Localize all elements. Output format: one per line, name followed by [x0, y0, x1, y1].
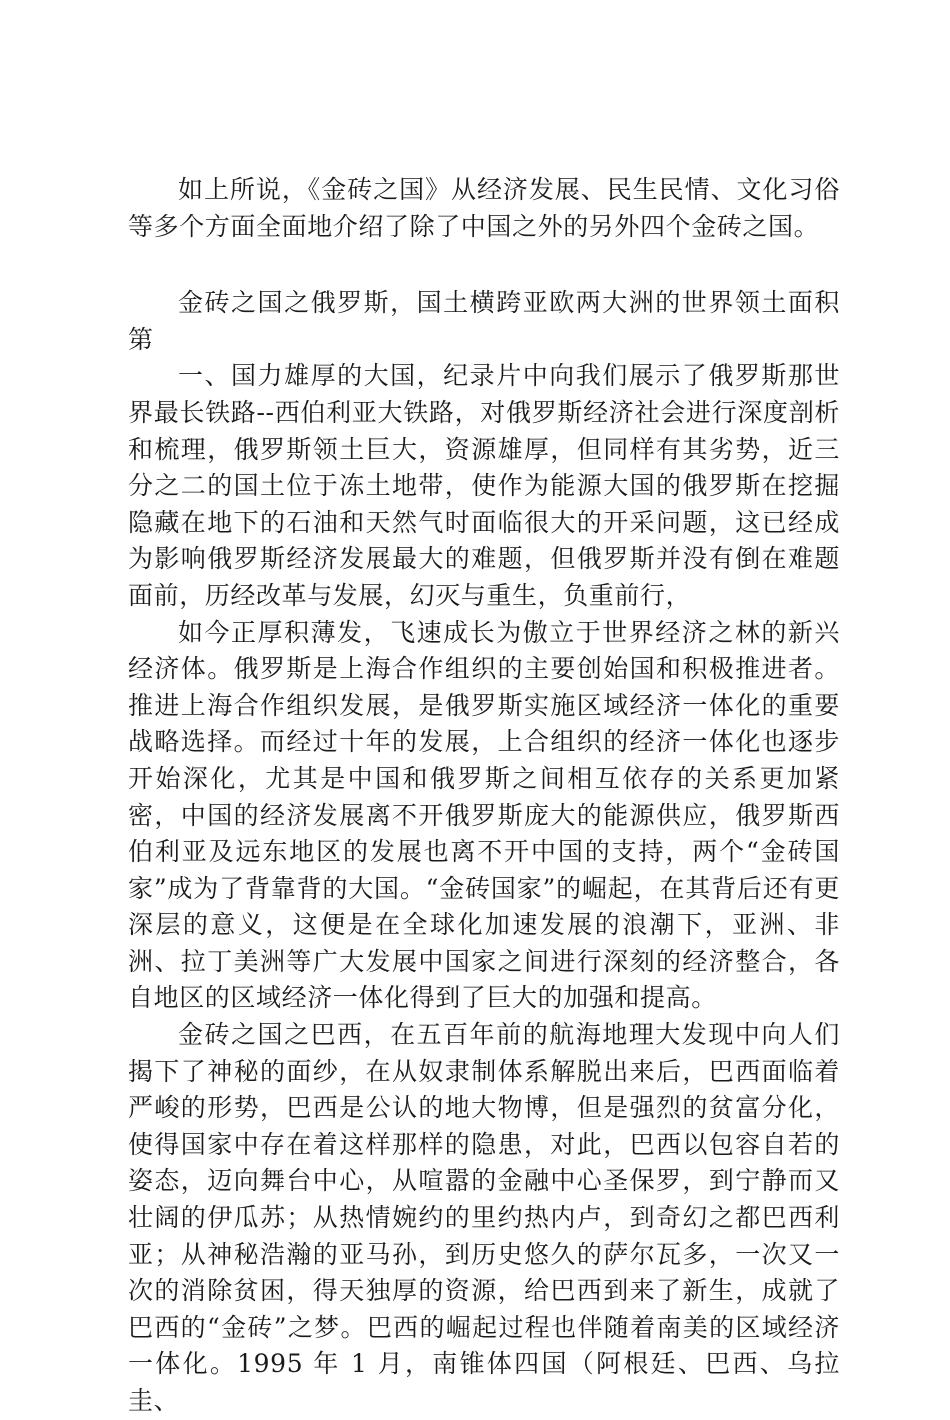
paragraph-russia-power: 一、国力雄厚的大国，纪录片中向我们展示了俄罗斯那世界最长铁路--西伯利亚大铁路，对俄罗斯经济社会进行深度剖析和梳理，俄罗斯领土巨大，资源雄厚，但同样有其劣势，近三分之二的国土位于冻土地带，使作为能源大国的俄罗斯在挖掘隐藏在地下的石油和天然气时面临很大的开采问题，这已经成为影响俄罗斯经济发展最大的难题，但俄罗斯并没有倒在难题面前，历经改革与发展，幻灭与重生，负重前行，	[128, 361, 840, 610]
paragraph-intro: 如上所说，《金砖之国》从经济发展、民生民情、文化习俗等多个方面全面地介绍了除了中国之外的另外四个金砖之国。	[128, 175, 840, 241]
paragraph-spacer	[128, 245, 840, 285]
paragraph-russia-heading: 金砖之国之俄罗斯，国土横跨亚欧两大洲的世界领土面积第	[128, 288, 840, 354]
paragraph-brazil: 金砖之国之巴西，在五百年前的航海地理大发现中向人们揭下了神秘的面纱，在从奴隶制体系解脱出来后，巴西面临着严峻的形势，巴西是公认的地大物博，但是强烈的贫富分化，使得国家中存在着这样那样的隐患，对此，巴西以包容自若的姿态，迈向舞台中心，从喧嚣的金融中心圣保罗，到宁静而又壮阔的伊瓜苏；从热情婉约的里约热内卢，到奇幻之都巴西利亚；从神秘浩瀚的亚马孙，到历史悠久的萨尔瓦多，一次又一次的消除贫困，得天独厚的资源，给巴西到来了新生，成就了巴西的“金砖”之梦。巴西的崛起过程也伴随着南美的区域经济一体化。1995 年 1 月，南锥体四国（阿根廷、巴西、乌拉圭、	[128, 1020, 840, 1415]
paragraph-russia-economy: 如今正厚积薄发，飞速成长为傲立于世界经济之林的新兴经济体。俄罗斯是上海合作组织的主要创始国和积极推进者。推进上海合作组织发展，是俄罗斯实施区域经济一体化的重要战略选择。而经过十年的发展，上合组织的经济一体化也逐步开始深化，尤其是中国和俄罗斯之间相互依存的关系更加紧密，中国的经济发展离不开俄罗斯庞大的能源供应，俄罗斯西伯利亚及远东地区的发展也离不开中国的支持，两个“金砖国家”成为了背靠背的大国。“金砖国家”的崛起，在其背后还有更深层的意义，这便是在全球化加速发展的浪潮下，亚洲、非洲、拉丁美洲等广大发展中国家之间进行深刻的经济整合，各自地区的区域经济一体化得到了巨大的加强和提高。	[128, 617, 840, 1013]
document-body	[128, 172, 840, 1420]
